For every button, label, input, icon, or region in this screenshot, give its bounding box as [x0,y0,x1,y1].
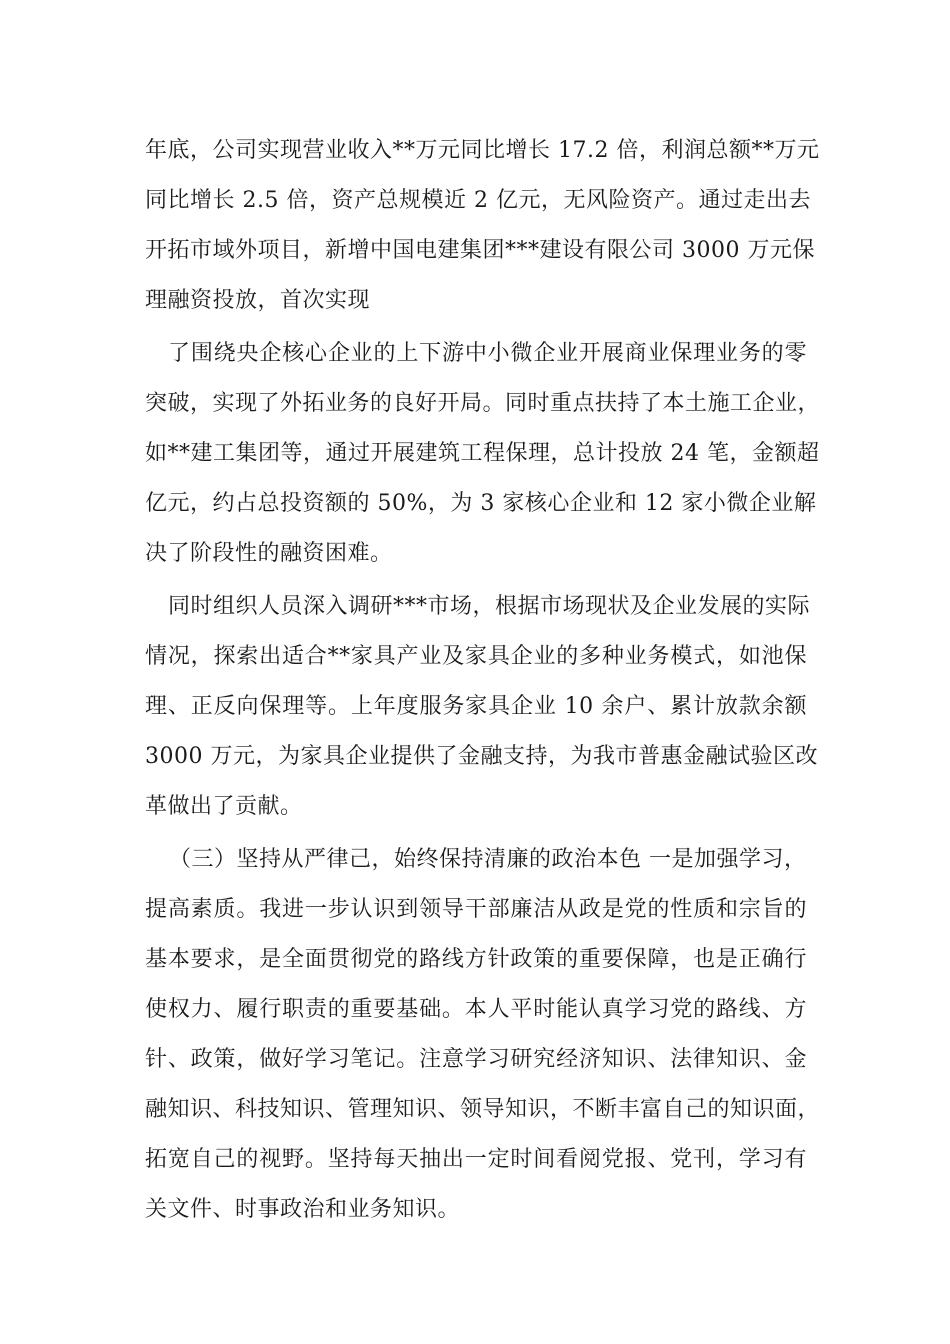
paragraph-line: 针、政策，做好学习笔记。注意学习研究经济知识、法律知识、金 [145,1047,807,1072]
paragraph-line: 革做出了贡献。 [145,794,303,819]
paragraph-line: 开拓市域外项目，新增中国电建集团***建设有限公司 3000 万元保 [145,238,815,263]
paragraph-line: 基本要求，是全面贯彻党的路线方针政策的重要保障，也是正确行 [145,947,807,972]
paragraph-line: 融知识、科技知识、管理知识、领导知识，不断丰富自己的知识面， [145,1097,821,1122]
paragraph-line: 情况，探索出适合**家具产业及家具企业的多种业务模式，如池保 [145,644,807,669]
paragraph-line: 理融资投放，首次实现 [145,288,371,313]
paragraph-line: 决了阶段性的融资困难。 [145,541,393,566]
paragraph-line: 了围绕央企核心企业的上下游中小微企业开展商业保理业务的零 [168,341,807,366]
paragraph-line: 同比增长 2.5 倍，资产总规模近 2 亿元，无风险资产。通过走出去 [145,188,811,213]
paragraph-line: 如**建工集团等，通过开展建筑工程保理，总计投放 24 笔，金额超 [145,441,820,466]
paragraph-line: 年底，公司实现营业收入**万元同比增长 17.2 倍，利润总额**万元 [145,138,820,163]
paragraph-line: 关文件、时事政治和业务知识。 [145,1197,461,1222]
section-heading-line: （三）坚持从严律己，始终保持清廉的政治本色 一是加强学习， [169,847,807,872]
paragraph-line: 突破，实现了外拓业务的良好开局。同时重点扶持了本土施工企业， [145,391,821,416]
paragraph-line: 同时组织人员深入调研***市场，根据市场现状及企业发展的实际 [168,594,811,619]
paragraph-line: 提高素质。我进一步认识到领导干部廉洁从政是党的性质和宗旨的 [145,897,807,922]
paragraph-line: 拓宽自己的视野。坚持每天抽出一定时间看阅党报、党刊，学习有 [145,1147,807,1172]
paragraph-line: 理、正反向保理等。上年度服务家具企业 10 余户、累计放款余额 [145,694,807,719]
paragraph-line: 亿元，约占总投资额的 50%，为 3 家核心企业和 12 家小微企业解 [145,491,817,516]
paragraph-line: 使权力、履行职责的重要基础。本人平时能认真学习党的路线、方 [145,997,807,1022]
paragraph-line: 3000 万元，为家具企业提供了金融支持，为我市普惠金融试验区改 [145,744,818,769]
